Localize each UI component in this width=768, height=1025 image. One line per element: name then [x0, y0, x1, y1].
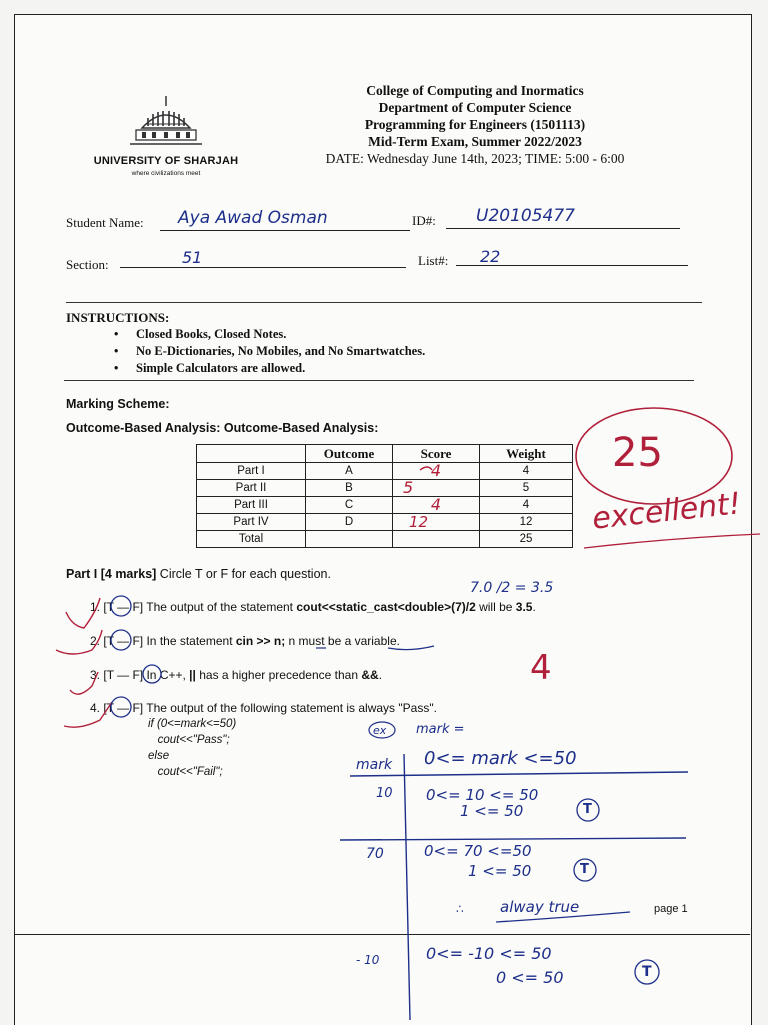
student-name-value: Aya Awad Osman	[178, 208, 328, 228]
table-cell: A	[306, 463, 393, 480]
table-cell: Part III	[197, 497, 306, 514]
total-grade: 25	[612, 430, 663, 476]
question-text: .	[532, 600, 536, 614]
instruction-item: • Closed Books, Closed Notes.	[136, 326, 425, 343]
table-cell-score: 12	[393, 514, 480, 531]
question-code: cin >> n;	[235, 634, 286, 648]
code-line: cout<<"Pass";	[148, 734, 230, 746]
table-cell: 25	[480, 531, 573, 548]
trace-step: 0<= 70 <=50	[424, 842, 532, 860]
exam-name: Mid-Term Exam, Summer 2022/2023	[368, 134, 582, 149]
trace-column-head: mark	[356, 757, 393, 773]
college-name: College of Computing and Inormatics	[366, 83, 584, 98]
tf-choice[interactable]: [T — F]	[103, 701, 144, 715]
question-code: 3.5	[515, 600, 533, 614]
table-cell: Part IV	[197, 514, 306, 531]
table-cell: 4	[480, 463, 573, 480]
question-text: .	[378, 668, 383, 682]
calc-annotation: 7.0 /2 = 3.5	[470, 580, 554, 596]
question-number: 2.	[90, 634, 101, 648]
question-text: In the statement	[143, 634, 236, 648]
university-tagline: where civilizations meet	[131, 170, 201, 177]
id-value: U20105477	[476, 206, 575, 226]
mark-eq-annotation: mark =	[416, 722, 465, 737]
marking-scheme-subtitle: Outcome-Based Analysis: Outcome-Based Analysis:	[66, 421, 379, 435]
part1-score: 4	[530, 648, 552, 688]
section-value: 51	[182, 248, 203, 267]
question-text: The output of the statement	[143, 600, 297, 614]
list-label: List#:	[418, 253, 449, 268]
table-header: Score	[393, 445, 480, 463]
trace-condition: 0<= mark <=50	[424, 748, 577, 769]
table-cell: D	[306, 514, 393, 531]
table-cell: 5	[480, 480, 573, 497]
table-cell-score: 4	[393, 463, 480, 480]
true-circle-mark: T	[583, 802, 592, 817]
instruction-item: • Simple Calculators are allowed.	[136, 360, 425, 377]
question-number: 1.	[90, 600, 101, 614]
page-number: page 1	[654, 903, 688, 915]
circled-answer-icon	[143, 665, 161, 683]
university-name: UNIVERSITY OF SHARJAH	[93, 155, 239, 167]
part1-title-rest: Circle T or F for each question.	[156, 567, 331, 581]
trace-value: 70	[366, 846, 384, 862]
instructions-title: INSTRUCTIONS:	[66, 310, 170, 325]
code-line: cout<<"Fail";	[148, 766, 223, 778]
table-cell: Total	[197, 531, 306, 548]
question-code: cout<<static_cast<double>(7)/2	[296, 600, 476, 614]
question-text: In C++,	[143, 668, 190, 682]
table-cell-score: 5	[393, 480, 480, 497]
trace-step: 0<= -10 <= 50	[426, 944, 552, 963]
true-circle-mark: T	[642, 964, 652, 980]
table-cell-score: 4	[393, 497, 480, 514]
exam-date: DATE: Wednesday June 14th, 2023; TIME: 5:00 - 6:00	[325, 151, 625, 166]
tf-choice[interactable]: [T — F]	[103, 668, 144, 682]
circled-answer-icon	[111, 697, 131, 717]
trace-step: 0<= 10 <= 50	[426, 786, 539, 804]
table-cell: B	[306, 480, 393, 497]
circled-answer-icon	[111, 630, 131, 650]
true-circle-mark: T	[580, 862, 589, 877]
question-number: 4.	[90, 701, 101, 715]
question-text: n must be a variable.	[285, 634, 400, 648]
code-line: if (0<=mark<=50)	[148, 718, 237, 730]
check-mark-icon	[56, 630, 102, 654]
example-mark: ex	[373, 724, 387, 737]
question-code: ||	[189, 668, 196, 682]
code-line: else	[148, 750, 170, 762]
department-name: Department of Computer Science	[378, 100, 572, 115]
tf-choice[interactable]: [T — F]	[103, 600, 144, 614]
question-text: has a higher precedence than	[195, 668, 362, 682]
question-text: The output of the following statement is always "Pass".	[143, 701, 437, 715]
trace-step: 1 <= 50	[460, 802, 524, 820]
table-header: Weight	[480, 445, 573, 463]
check-mark-icon	[66, 598, 100, 628]
check-mark-icon	[70, 672, 98, 694]
grader-comment: excellent!	[590, 486, 743, 537]
question-number: 3.	[90, 668, 101, 682]
table-cell: 4	[480, 497, 573, 514]
table-cell: C	[306, 497, 393, 514]
circled-answer-icon	[111, 596, 131, 616]
therefore-symbol: ∴	[456, 902, 464, 916]
grade-circle-icon	[576, 408, 732, 504]
part1-title-bold: Part I [4 marks]	[66, 567, 157, 581]
trace-step: 1 <= 50	[468, 862, 532, 880]
tf-choice[interactable]: [T — F]	[103, 634, 144, 648]
table-cell: Part II	[197, 480, 306, 497]
section-label: Section:	[66, 257, 109, 272]
instruction-item: • No E-Dictionaries, No Mobiles, and No Smartwatches.	[136, 343, 425, 360]
trace-value: 10	[376, 786, 393, 801]
table-header: Outcome	[306, 445, 393, 463]
list-value: 22	[480, 247, 501, 266]
conclusion-annotation: alway true	[500, 898, 580, 916]
id-label: ID#:	[412, 213, 436, 228]
student-name-label: Student Name:	[66, 215, 144, 230]
table-cell: Part I	[197, 463, 306, 480]
marking-scheme-title: Marking Scheme:	[66, 397, 170, 411]
question-text: will be	[475, 600, 516, 614]
trace-step: 0 <= 50	[496, 968, 564, 987]
question-code: &&	[361, 668, 379, 682]
course-name: Programming for Engineers (1501113)	[364, 117, 586, 132]
trace-value: - 10	[356, 953, 380, 967]
check-mark-icon	[64, 702, 112, 727]
table-cell: 12	[480, 514, 573, 531]
